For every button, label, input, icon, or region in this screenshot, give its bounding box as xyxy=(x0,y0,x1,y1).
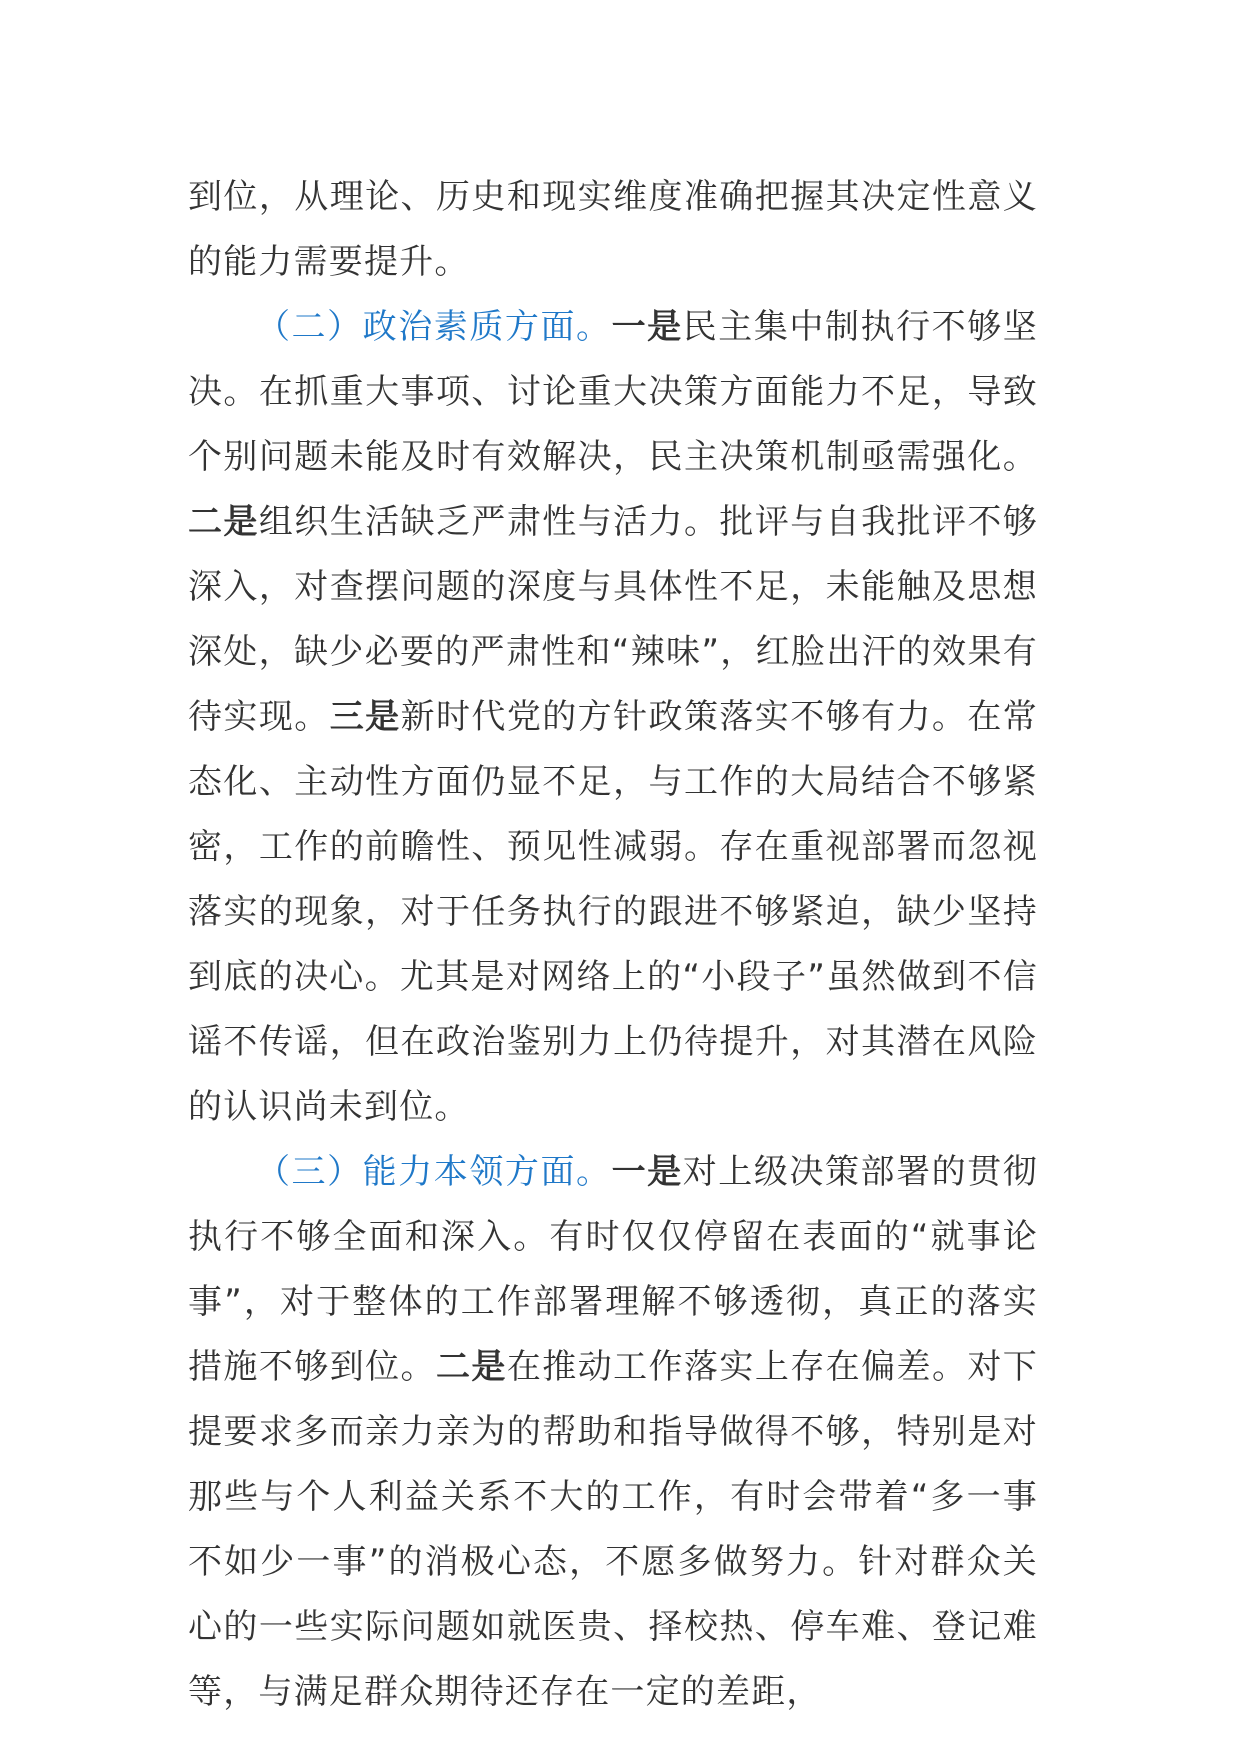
paragraph-political-quality xyxy=(188,295,1038,1140)
body-text: 组织生活缺乏严肃性与活力。批评与自我批评不够深入，对查摆问题的深度与具体性不足，未能触及思想深处，缺少必要的严肃性和“辣味”，红脸出汗的效果有待实现。 xyxy=(188,502,1038,737)
body-text: 民主集中制执行不够坚决。在抓重大事项、讨论重大决策方面能力不足，导致个别问题未能及时有效解决，民主决策机制亟需强化。 xyxy=(188,307,1039,477)
section-heading: （三）能力本领方面。 xyxy=(256,1152,612,1192)
point-marker: 一是 xyxy=(611,307,683,347)
body-text: 在推动工作落实上存在偏差。对下提要求多而亲力亲为的帮助和指导做得不够，特别是对那些与个人利益关系不大的工作，有时会带着“多一事不如少一事”的消极心态，不愿多做努力。针对群众关心的一些实际问题如就医贵、择校热、停车难、登记难等，与满足群众期待还存在一定的差距， xyxy=(188,1347,1039,1712)
document-body xyxy=(188,165,1038,1725)
point-marker: 二是 xyxy=(435,1347,507,1387)
section-heading: （二）政治素质方面。 xyxy=(256,307,612,347)
paragraph-continuation xyxy=(188,165,1038,295)
paragraph-capability xyxy=(188,1140,1038,1725)
body-text: 对上级决策部署的贯彻执行不够全面和深入。有时仅仅停留在表面的“就事论事”，对于整体的工作部署理解不够透彻，真正的落实措施不够到位。 xyxy=(188,1152,1039,1387)
point-marker: 一是 xyxy=(611,1152,683,1192)
body-text: 到位，从理论、历史和现实维度准确把握其决定性意义的能力需要提升。 xyxy=(188,177,1038,282)
point-marker: 三是 xyxy=(329,697,401,737)
body-text: 新时代党的方针政策落实不够有力。在常态化、主动性方面仍显不足，与工作的大局结合不够紧密，工作的前瞻性、预见性减弱。存在重视部署而忽视落实的现象，对于任务执行的跟进不够紧迫，缺少坚持到底的决心。尤其是对网络上的“小段子”虽然做到不信谣不传谣，但在政治鉴别力上仍待提升，对其潜在风险的认识尚未到位。 xyxy=(188,697,1038,1127)
point-marker: 二是 xyxy=(188,502,259,542)
